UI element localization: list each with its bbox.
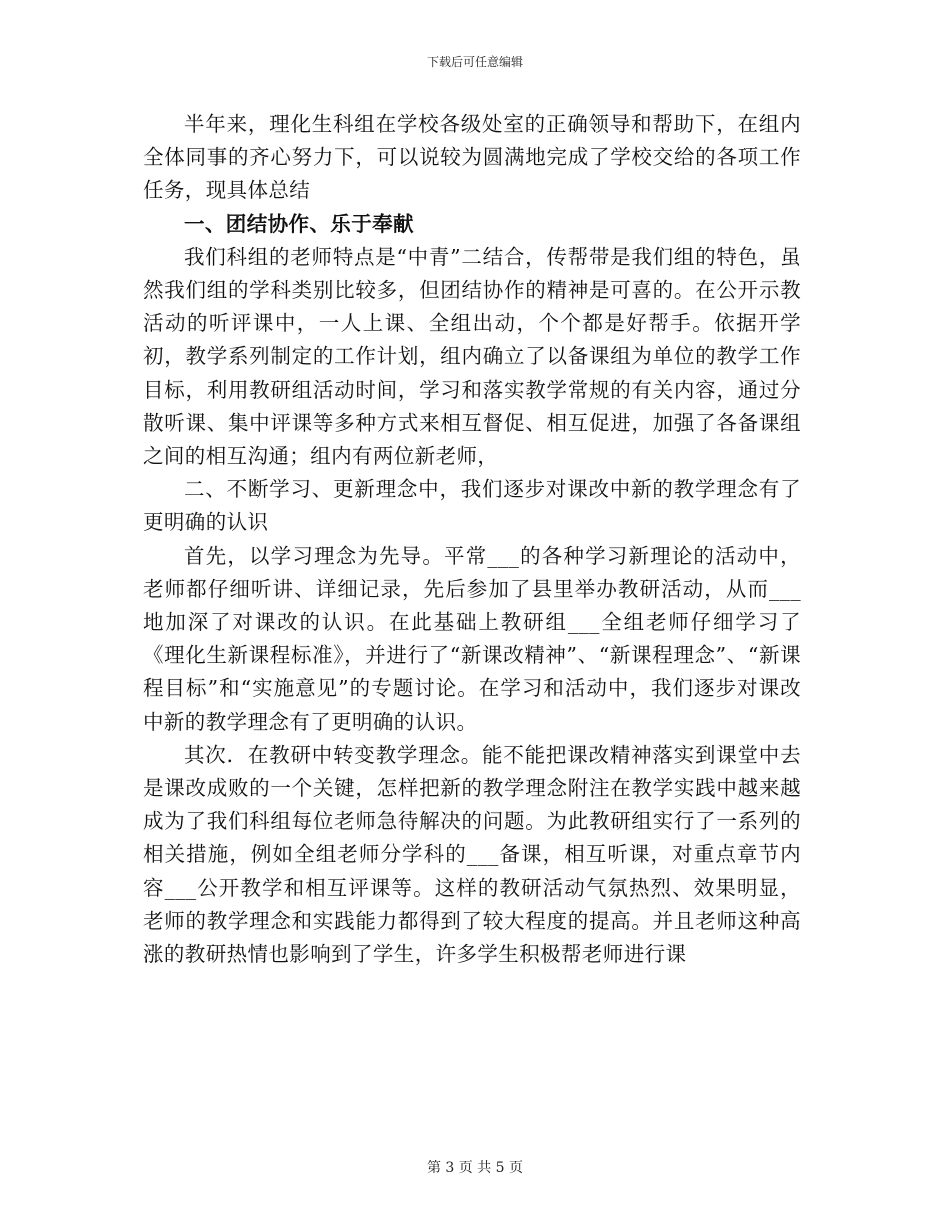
- section-heading: 一、团结协作、乐于奉献: [184, 211, 414, 236]
- body-paragraph: 我们科组的老师特点是“中青”二结合，传帮带是我们组的特色，虽然我们组的学科类别比较多，但团结协作的精神是可喜的。在公开示教活动的听评课中，一人上课、全组出动，个个都是好帮手。依据开学初，教学系列制定的工作计划，组内确立了以备课组为单位的教学工作目标，利用教研组活动时间，学习和落实教学常规的有关内容，通过分散听课、集中评课等多种方式来相互督促、相互促进，加强了各备课组之间的相互沟通；组内有两位新老师，: [143, 244, 801, 469]
- body-paragraph: 其次．在教研中转变教学理念。能不能把课改精神落实到课堂中去是课改成败的一个关键，怎样把新的教学理念附注在教学实践中越来越成为了我们科组每位老师急待解决的问题。为此教研组实行了一系列的相关措施，例如全组老师分学科的___备课，相互听课，对重点章节内容___公开教学和相互评课等。这样的教研活动气氛热烈、效果明显，老师的教学理念和实践能力都得到了较大程度的提高。并且老师这种高涨的教研热情也影响到了学生，许多学生积极帮老师进行课: [143, 742, 801, 967]
- body-paragraph: 首先，以学习理念为先导。平常___的各种学习新理论的活动中，老师都仔细听讲、详细记录，先后参加了县里举办教研活动，从而___地加深了对课改的认识。在此基础上教研组___全组老师仔细学习了《理化生新课程标准》，并进行了“新课改精神”、“新课程理念”、“新课程目标”和“实施意见”的专题讨论。在学习和活动中，我们逐步对课改中新的教学理念有了更明确的认识。: [143, 543, 801, 734]
- page-header: 下载后可任意编辑: [426, 55, 523, 69]
- document-body: [143, 108, 801, 971]
- body-paragraph: 二、不断学习、更新理念中，我们逐步对课改中新的教学理念有了更明确的认识: [143, 477, 801, 535]
- intro-paragraph: 半年来，理化生科组在学校各级处室的正确领导和帮助下，在组内全体同事的齐心努力下，可以说较为圆满地完成了学校交给的各项工作任务，现具体总结: [143, 112, 801, 203]
- page-number: 第 3 页 共 5 页: [426, 1160, 524, 1176]
